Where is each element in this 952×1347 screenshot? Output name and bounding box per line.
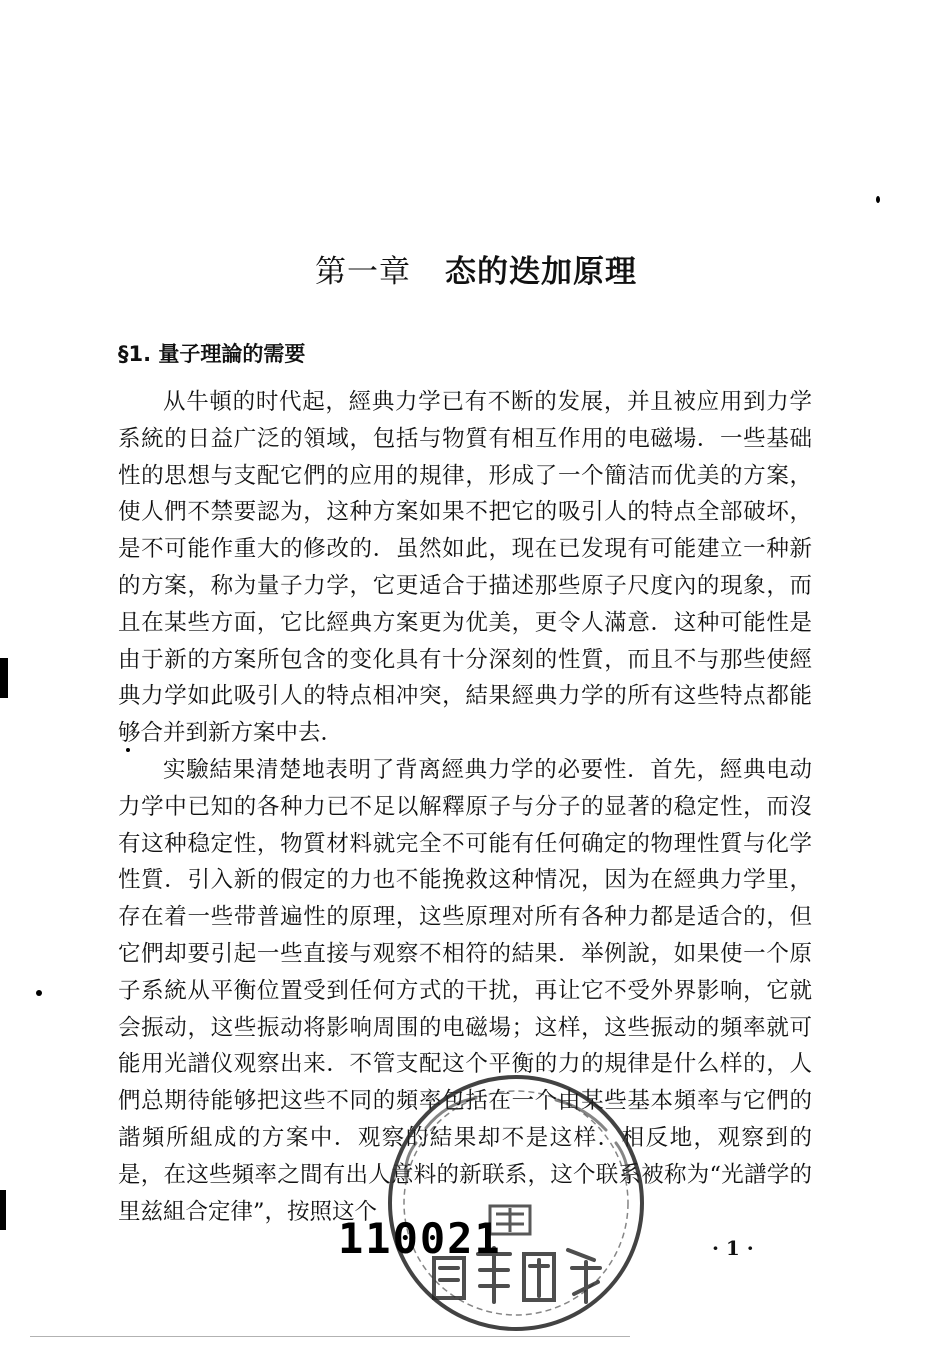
margin-scan-mark (0, 1190, 6, 1230)
section-heading: §1. 量子理論的需要 (118, 342, 306, 366)
paragraph: 从牛頓的时代起，經典力学已有不断的发展，并且被应用到力学系統的日益广泛的領域，包括与物質有相互作用的电磁場．一些基础性的思想与支配它們的应用的規律，形成了一个簡洁而优美的方案，使人們不禁要認为，这种方案如果不把它的吸引人的特点全部破坏，是不可能作重大的修改的．虽然如此，现在已发現有可能建立一种新的方案，称为量子力学，它更适合于描述那些原子尺度內的現象，而且在某些方面，它比經典方案更为优美，更令人滿意．这种可能性是由于新的方案所包含的变化具有十分深刻的性質，而且不与那些使經典力学如此吸引人的特点相冲突，結果經典力学的所有这些特点都能够合并到新方案中去． (118, 389, 812, 747)
library-stamp (366, 1068, 666, 1338)
chapter-name: 态的迭加原理 (445, 254, 637, 290)
chapter-number: 第一章 (315, 254, 411, 290)
scan-dot (36, 990, 42, 996)
chapter-title (0, 246, 952, 291)
scan-dot (876, 196, 880, 203)
scan-dot (126, 748, 130, 752)
serial-number: 110021 (338, 1214, 502, 1263)
page-number: · 1 · (712, 1236, 754, 1260)
bottom-scan-line (30, 1336, 630, 1337)
margin-scan-mark (0, 658, 8, 698)
paragraph: 实驗結果清楚地表明了背离經典力学的必要性．首先，經典电动力学中已知的各种力已不足以解釋原子与分子的显著的稳定性，而沒有这种稳定性，物質材料就完全不可能有任何确定的物理性質与化学性質．引入新的假定的力也不能挽救这种情况，因为在經典力学里，存在着一些带普遍性的原理，这些原理对所有各种力都是适合的，但它們却要引起一些直接与观察不相符的結果．举例說，如果使一个原子系統从平衡位置受到任何方式的干扰，再让它不受外界影响，它就会振动，这些振动将影响周围的电磁場；这样，这些振动的頻率就可能用光譜仪观察出来．不管支配这个平衡的力的規律是什么样的，人們总期待能够把这些不同的頻率包括在一个由某些基本頻率与它們的諧頻所組成的方案中．观察的結果却不是这样．相反地，观察到的是，在这些頻率之間有出人意料的新联系，这个联系被称为“光譜学的里兹組合定律”，按照这个 (118, 756, 812, 1225)
